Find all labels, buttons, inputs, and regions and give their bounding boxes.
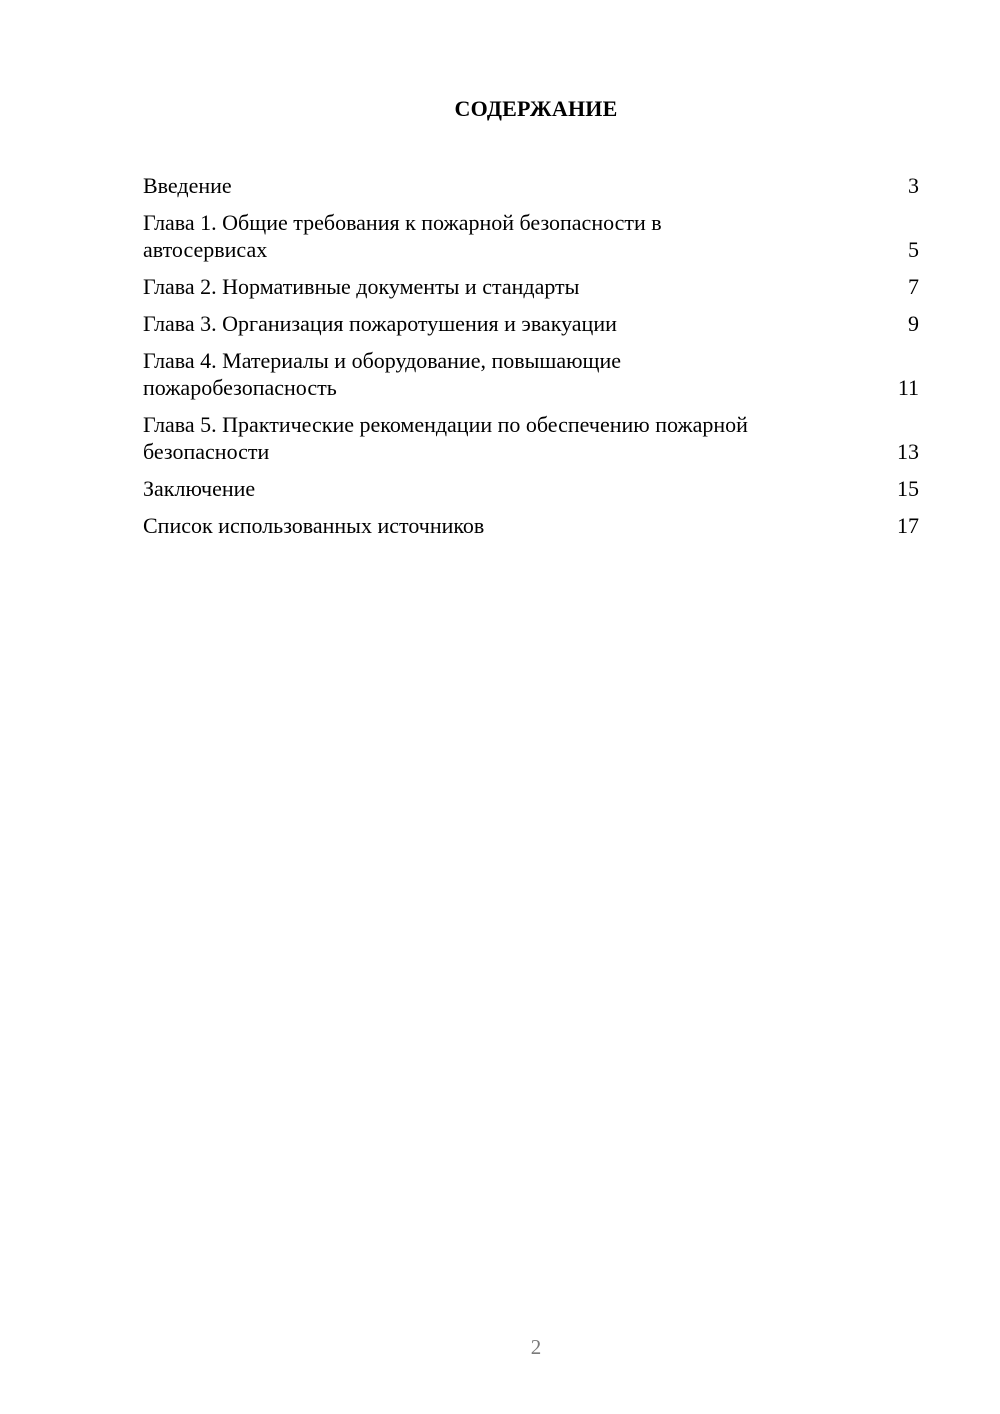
toc-entry-chapter-4	[143, 347, 919, 401]
toc-entry-page: 17	[897, 513, 919, 538]
toc-entry-text: Глава 1. Общие требования к пожарной безопасности в автосервисах	[143, 210, 662, 262]
toc-entry-conclusion	[143, 475, 919, 502]
toc-entry-chapter-2	[143, 273, 919, 300]
page-number: 2	[530, 1335, 542, 1359]
toc-entry-text: Глава 2. Нормативные документы и стандарты	[143, 274, 580, 299]
toc-entry-page: 9	[908, 311, 919, 336]
table-of-contents	[143, 172, 919, 549]
toc-entry-text: Заключение	[143, 476, 256, 501]
page-title: СОДЕРЖАНИЕ	[454, 96, 618, 121]
toc-entry-references	[143, 512, 919, 539]
toc-entry-text: Глава 4. Материалы и оборудование, повышающие пожаробезопасность	[143, 348, 622, 400]
toc-entry-chapter-5	[143, 411, 919, 465]
toc-entry-page: 13	[897, 439, 919, 464]
toc-entry-page: 15	[897, 476, 919, 501]
toc-entry-page: 5	[908, 237, 919, 262]
toc-entry-page: 3	[908, 173, 919, 198]
toc-entry-chapter-3	[143, 310, 919, 337]
toc-entry-page: 7	[908, 274, 919, 299]
toc-entry-introduction	[143, 172, 919, 199]
toc-entry-page: 11	[897, 375, 919, 400]
toc-entry-text: Глава 3. Организация пожаротушения и эвакуации	[143, 311, 617, 336]
toc-entry-chapter-1	[143, 209, 919, 263]
toc-entry-text: Список использованных источников	[143, 513, 485, 538]
toc-entry-text: Введение	[143, 173, 232, 198]
toc-entry-text: Глава 5. Практические рекомендации по обеспечению пожарной безопасности	[143, 412, 748, 464]
